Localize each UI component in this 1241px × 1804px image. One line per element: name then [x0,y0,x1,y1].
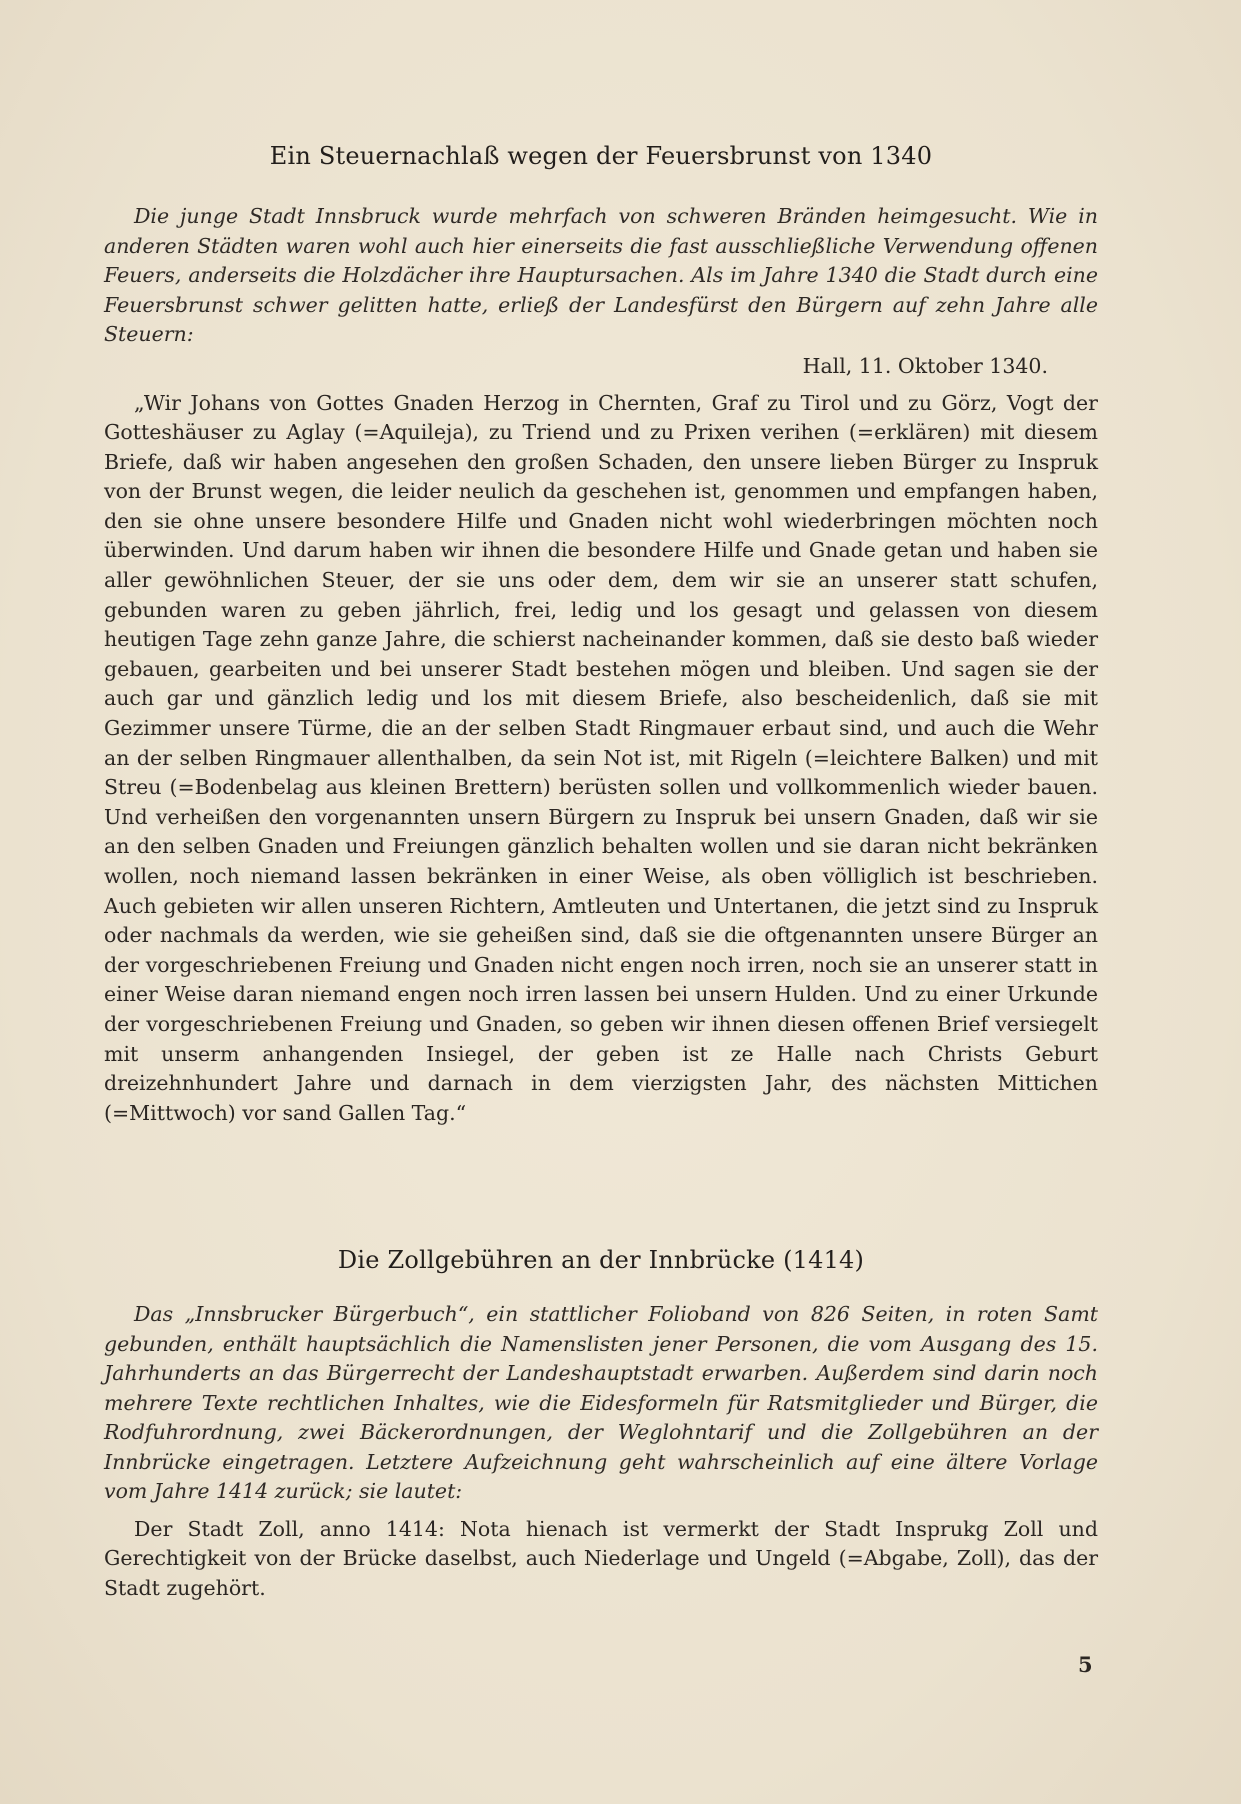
intro-paragraph: Das „Innsbrucker Bürgerbuch“, ein stattlicher Folioband von 826 Seiten, in roten Samt gebunden, enthält hauptsächlich die Namenslisten jener Personen, die vom Ausgang des 15. Jahrhunderts an das Bürgerrecht der Landeshauptstadt erwarben. Außerdem sind darin noch mehrere Texte rechtlichen Inhaltes, wie die Eidesformeln für Ratsmitglieder und Bürger, die Rodfuhrordnung, zwei Bäckerordnungen, der Weglohntarif und die Zollgebühren an der Innbrücke eingetragen. Letztere Aufzeichnung geht wahrscheinlich auf eine ältere Vorlage vom Jahre 1414 zurück; sie lautet: [104,1302,1098,1503]
section-toll-1414 [104,1246,1098,1603]
section-fire-1340 [104,142,1098,1128]
document-text: Der Stadt Zoll, anno 1414: Nota hienach ist vermerkt der Stadt Insprukg Zoll und Gerechtigkeit von der Brücke daselbst, auch Niederlage und Ungeld (=Abgabe, Zoll), das der Stadt zugehört. [104,1516,1098,1600]
document-date: Hall, 11. Oktober 1340. [802,353,1048,378]
intro-paragraph: Die junge Stadt Innsbruck wurde mehrfach von schweren Bränden heimgesucht. Wie in anderen Städten waren wohl auch hier einerseits die fast ausschließliche Verwendung offenen Feuers, anderseits die Holzdächer ihre Hauptursachen. Als im Jahre 1340 die Stadt durch eine Feuersbrunst schwer gelitten hatte, erließ der Landesfürst den Bürgern auf zehn Jahre alle Steuern: [104,204,1098,346]
page-number: 5 [1078,1652,1093,1677]
section-heading: Ein Steuernachlaß wegen der Feuersbrunst von 1340 [269,142,933,170]
section-heading: Die Zollgebühren an der Innbrücke (1414) [337,1246,865,1274]
document-text: „Wir Johans von Gottes Gnaden Herzog in Chernten, Graf zu Tirol und zu Görz, Vogt der Gotteshäuser zu Aglay (=Aquileja), zu Triend und zu Prixen verihen (=erklären) mit diesem Briefe, daß wir haben angesehen den großen Schaden, den unsere lieben Bürger zu Inspruk von der Brunst wegen, die leider neulich da geschehen ist, genommen und empfangen haben, den sie ohne unsere besondere Hilfe und Gnaden nicht wohl wiederbringen möchten noch überwinden. Und darum haben wir ihnen die besondere Hilfe und Gnade getan und haben sie aller gewöhnlichen Steuer, der sie uns oder dem, dem wir sie an unserer statt schufen, gebunden waren zu geben jährlich, frei, ledig und los gesagt und gelassen von diesem heutigen Tage zehn ganze Jahre, die schierst nacheinander kommen, daß sie desto baß wieder gebauen, gearbeiten und bei unserer Stadt bestehen mögen und bleiben. Und sagen sie der auch gar und gänzlich ledig und los mit diesem Briefe, also bescheidenlich, daß sie mit Gezimmer unsere Türme, die an der selben Stadt Ringmauer erbaut sind, und auch die Wehr an der selben Ringmauer allenthalben, da sein Not ist, mit Rigeln (=leichtere Balken) und mit Streu (=Bodenbelag aus kleinen Brettern) berüsten sollen und vollkommenlich wieder bauen. Und verheißen den vorgenannten unsern Bürgern zu Inspruk bei unsern Gnaden, daß wir sie an den selben Gnaden und Freiungen gänzlich behalten wollen und sie daran nicht bekränken wollen, noch niemand lassen bekränken in einer Weise, als oben völliglich ist beschrieben. Auch gebieten wir allen unseren Richtern, Amtleuten und Untertanen, die jetzt sind zu Inspruk oder nachmals da werden, wie sie geheißen sind, daß sie die oftgenannten unsere Bürger an der vorgeschriebenen Freiung und Gnaden nicht engen noch irren, noch sie an unserer statt in einer Weise daran niemand engen noch irren lassen bei unsern Hulden. Und zu einer Urkunde der vorgeschriebenen Freiung und Gnaden, so geben wir ihnen diesen offenen Brief versiegelt mit unserm anhangenden Insiegel, der geben ist ze Halle nach Christs Geburt dreizehnhundert Jahre und darnach in dem vierzigsten Jahr, des nächsten Mittichen (=Mittwoch) vor sand Gallen Tag.“ [104,390,1098,1125]
